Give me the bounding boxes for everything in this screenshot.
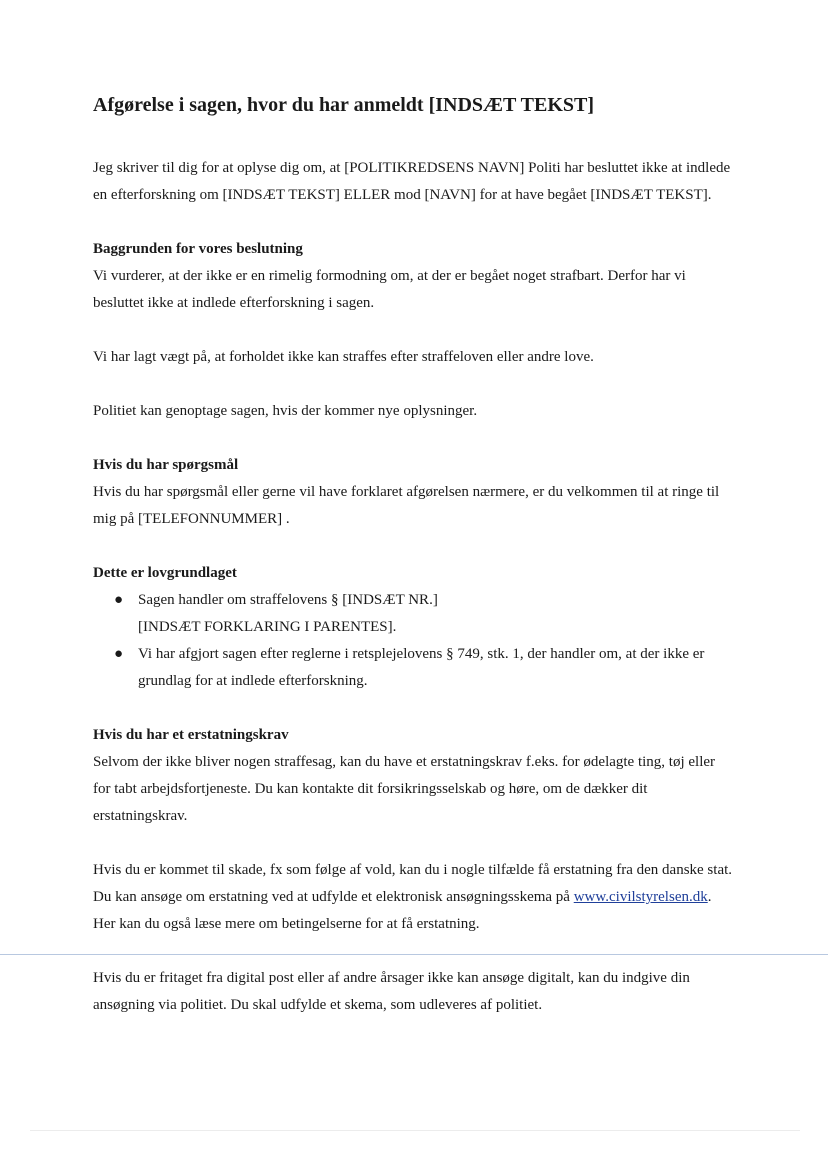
compensation-paragraph-2-after-link: . Her kan du også læse mere om betingelserne for at få erstatning. — [93, 889, 712, 932]
section-questions — [93, 452, 733, 533]
bullet-icon: ● — [114, 646, 124, 662]
questions-paragraph: Hvis du har spørgsmål eller gerne vil have forklaret afgørelsen nærmere, er du velkommen til at ringe til mig på [TELEFONNUMMER] . — [93, 484, 720, 527]
compensation-paragraph-2-before-link: Hvis du er kommet til skade, fx som følge af vold, kan du i nogle tilfælde få erstatning fra den danske stat. Du kan ansøge om erstatning ved at udfylde et elektronisk ansøgningsskema på — [93, 862, 733, 905]
background-paragraph-2: Vi har lagt vægt på, at forholdet ikke kan straffes efter straffeloven eller andre love. — [93, 349, 594, 365]
civilstyrelsen-link[interactable]: www.civilstyrelsen.dk — [573, 889, 708, 905]
letter-title: Afgørelse i sagen, hvor du har anmeldt [INDSÆT TEKST] — [93, 94, 595, 116]
section-heading-legal-basis: Dette er lovgrundlaget — [93, 565, 237, 581]
legal-item-2: Vi har afgjort sagen efter reglerne i retsplejelovens § 749, stk. 1, der handler om, at der ikke er grundlag for at indlede efterforskning. — [138, 646, 705, 689]
list-item — [93, 587, 733, 641]
section-heading-compensation: Hvis du har et erstatningskrav — [93, 727, 289, 743]
section-heading-background: Baggrunden for vores beslutning — [93, 241, 303, 257]
section-compensation — [93, 722, 733, 1019]
background-paragraph-3: Politiet kan genoptage sagen, hvis der kommer nye oplysninger. — [93, 403, 478, 419]
letter-body — [93, 92, 733, 1019]
compensation-paragraph-2 — [93, 857, 733, 938]
legal-item-1-line-1: Sagen handler om straffelovens § [INDSÆT NR.] — [138, 592, 438, 608]
compensation-paragraph-3: Hvis du er fritaget fra digital post eller af andre årsager ikke kan ansøge digitalt, kan du indgive din ansøgning via politiet. Du skal udfylde et skema, som udleveres af politiet. — [93, 970, 690, 1013]
bullet-icon: ● — [114, 592, 124, 608]
legal-item-1-line-2: [INDSÆT FORKLARING I PARENTES]. — [138, 619, 397, 635]
scan-artifact-bottom-line — [30, 1130, 800, 1131]
compensation-paragraph-1: Selvom der ikke bliver nogen straffesag, kan du have et erstatningskrav f.eks. for ødelagte ting, tøj eller for tabt arbejdsfortjeneste. Du kan kontakte dit forsikringsselskab og høre, om de dækker dit erstatningskrav. — [93, 754, 716, 824]
list-item — [93, 641, 733, 695]
intro-paragraph: Jeg skriver til dig for at oplyse dig om, at [POLITIKREDSENS NAVN] Politi har besluttet ikke at indlede en efterforskning om [INDSÆT TEKST] ELLER mod [NAVN] for at have begået [INDSÆT TEKST]. — [93, 160, 731, 203]
section-heading-questions: Hvis du har spørgsmål — [93, 457, 239, 473]
section-background — [93, 236, 733, 425]
background-paragraph-1: Vi vurderer, at der ikke er en rimelig formodning om, at der er begået noget strafbart. Derfor har vi besluttet ikke at indlede efterforskning i sagen. — [93, 268, 686, 311]
section-legal-basis — [93, 560, 733, 695]
legal-basis-list — [93, 587, 733, 695]
